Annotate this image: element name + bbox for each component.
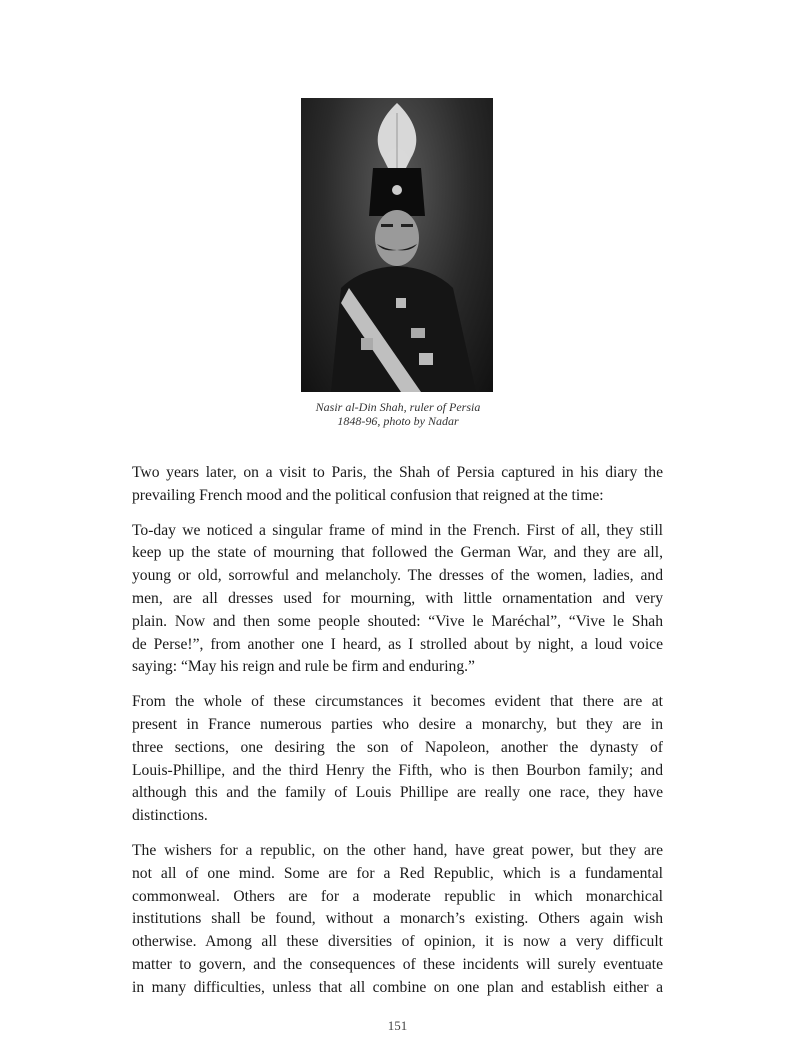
- text-line: To-day we noticed a singular frame of mind in the French. First of all, they still: [132, 521, 663, 539]
- text-line: although this and the family of Louis Phillipe are really one race, they have: [132, 784, 663, 802]
- body-text: [132, 462, 663, 1012]
- text-line: men, are all dresses used for mourning, with little ornamentation and very: [132, 589, 663, 607]
- text-line: de Perse!”, from another one I heard, as I strolled about by night, a loud voice: [132, 635, 663, 653]
- text-line: The wishers for a republic, on the other hand, have great power, but they are: [132, 841, 663, 859]
- text-line: plain. Now and then some people shouted: “Vive le Maréchal”, “Vive le Shah: [132, 612, 663, 630]
- caption-line: Nasir al-Din Shah, ruler of Persia: [315, 400, 481, 414]
- text-line: matter to govern, and the consequences of these incidents will surely eventuate: [132, 955, 663, 973]
- figure-caption: [250, 400, 546, 428]
- text-line: From the whole of these circumstances it becomes evident that there are at: [132, 693, 663, 711]
- paragraph: [132, 840, 663, 1000]
- text-line: saying: “May his reign and rule be firm and enduring.”: [132, 658, 475, 676]
- text-line: not all of one mind. Some are for a Red Republic, which is a fundamental: [132, 864, 663, 882]
- text-line: distinctions.: [132, 807, 208, 825]
- text-line: three sections, one desiring the son of Napoleon, another the dynasty of: [132, 738, 663, 756]
- paragraph: [132, 462, 663, 508]
- text-line: prevailing French mood and the political confusion that reigned at the time:: [132, 486, 604, 504]
- text-line: present in France numerous parties who desire a monarchy, but they are in: [132, 715, 663, 733]
- paragraph: [132, 520, 663, 680]
- text-line: Louis-Phillipe, and the third Henry the Fifth, who is then Bourbon family; and: [132, 761, 663, 779]
- text-line: Two years later, on a visit to Paris, the Shah of Persia captured in his diary the: [132, 464, 663, 481]
- text-line: institutions shall be found, without a monarch’s existing. Others again wish: [132, 910, 663, 928]
- text-line: in many difficulties, unless that all combine on one plan and establish either a: [132, 978, 663, 996]
- caption-line: 1848-96, photo by Nadar: [337, 414, 459, 428]
- text-line: keep up the state of mourning that followed the German War, and they are all,: [132, 544, 663, 562]
- page-number: 151: [387, 1018, 408, 1033]
- portrait-photo: [301, 98, 493, 392]
- text-line: otherwise. Among all these diversities of opinion, it is now a very difficult: [132, 933, 663, 951]
- paragraph: [132, 691, 663, 828]
- portrait-image: [301, 98, 493, 392]
- text-line: young or old, sorrowful and melancholy. The dresses of the women, ladies, and: [132, 567, 663, 585]
- text-line: commonweal. Others are for a moderate republic in which monarchical: [132, 887, 663, 905]
